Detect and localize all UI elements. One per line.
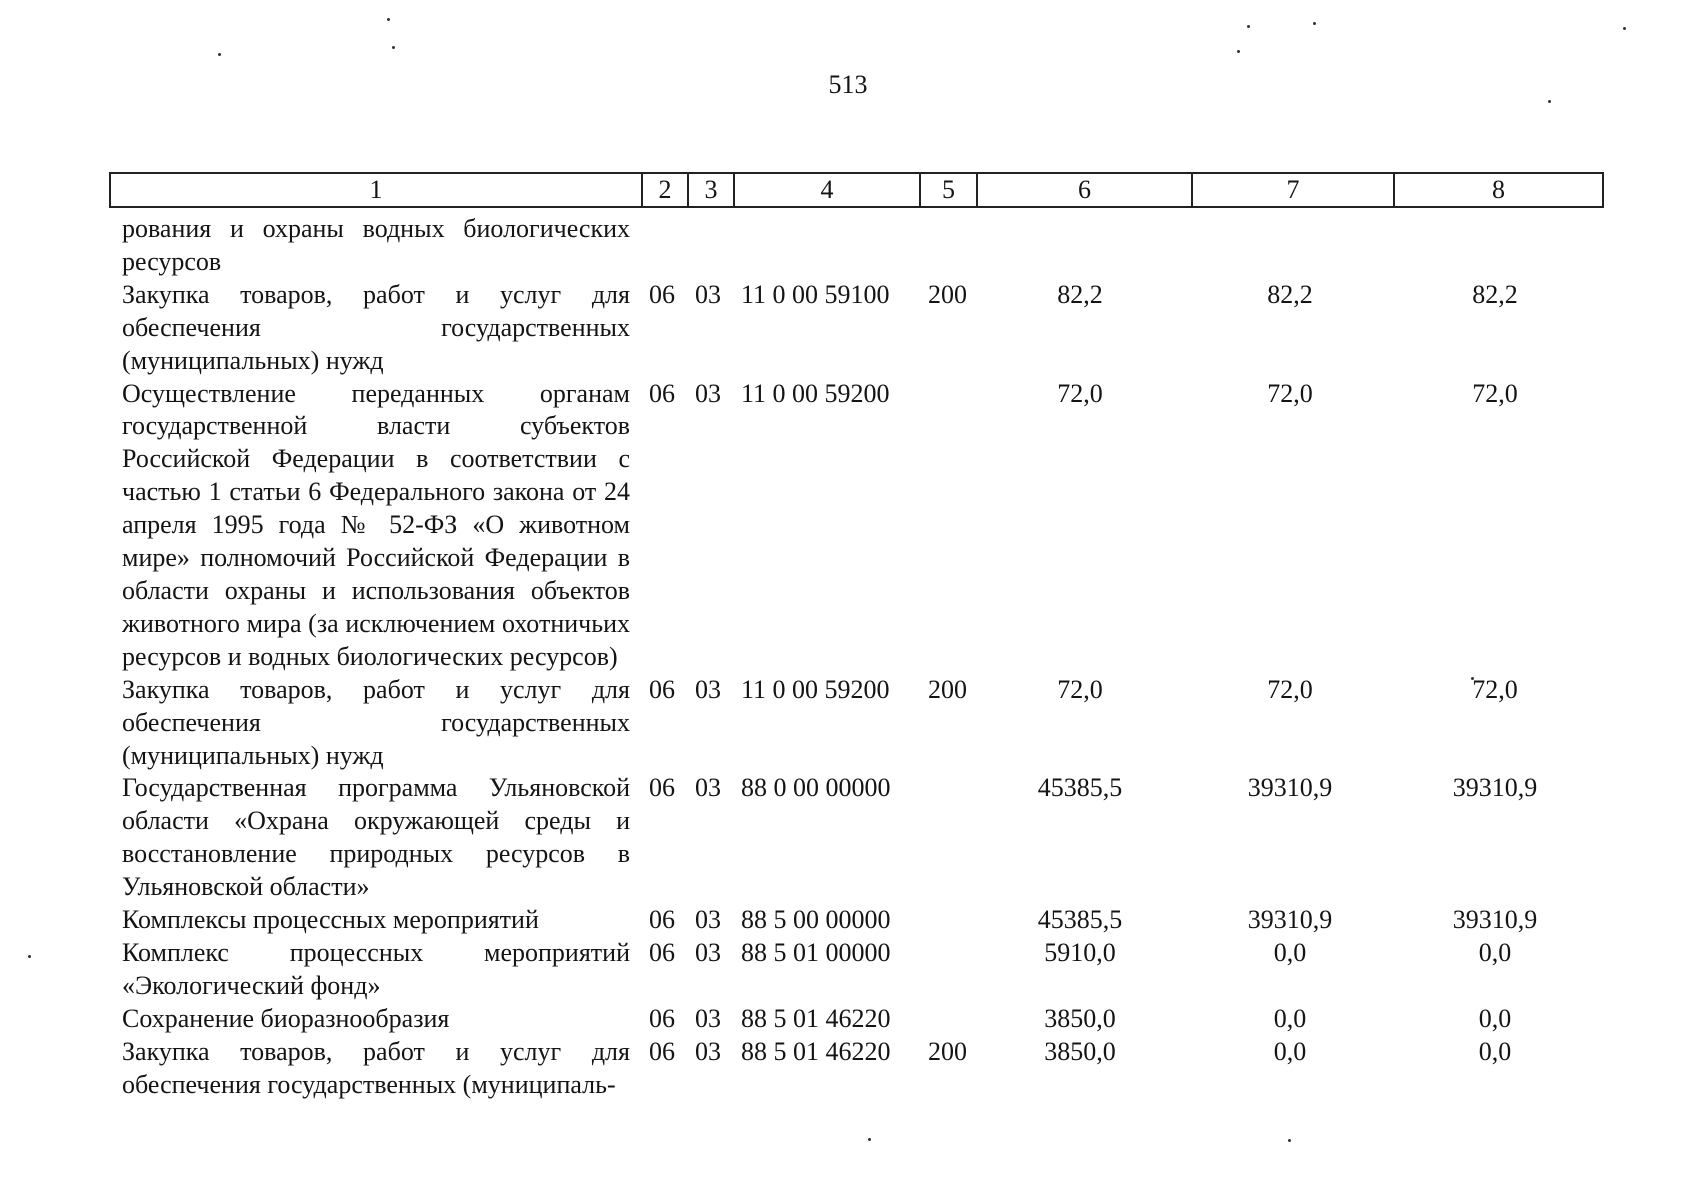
section-code: 06	[649, 1003, 675, 1033]
header-col-2: 2	[642, 173, 688, 207]
target-article-code: 11 0 00 59200	[741, 378, 890, 408]
subsection-code: 03	[695, 905, 721, 935]
amount-col-8: 39310,9	[1452, 905, 1538, 935]
header-col-4: 4	[734, 173, 920, 207]
target-article-code: 88 5 01 46220	[741, 1036, 891, 1066]
subsection-code: 03	[695, 674, 721, 704]
section-code: 06	[649, 378, 675, 408]
scan-speck	[1313, 22, 1316, 25]
table-row	[0, 1036, 1696, 1102]
header-col-5: 5	[920, 173, 977, 207]
target-article-code: 88 5 01 00000	[741, 937, 891, 967]
amount-col-6: 82,2	[1057, 279, 1103, 309]
scan-speck	[1288, 1139, 1291, 1142]
amount-col-6: 72,0	[1057, 378, 1103, 408]
scan-speck	[1548, 100, 1551, 103]
header-col-3: 3	[688, 173, 734, 207]
header-col-8: 8	[1394, 173, 1603, 207]
amount-col-6: 72,0	[1057, 674, 1103, 704]
subsection-code: 03	[695, 1003, 721, 1033]
target-article-code: 11 0 00 59200	[741, 674, 890, 704]
row-description: Сохранение биоразнообразия	[122, 1003, 450, 1033]
subsection-code: 03	[695, 279, 721, 309]
section-code: 06	[649, 279, 675, 309]
amount-col-8: 0,0	[1478, 937, 1512, 967]
table-row	[0, 378, 1696, 674]
amount-col-8: 82,2	[1472, 279, 1518, 309]
scan-speck	[868, 1138, 871, 1141]
amount-col-6: 3850,0	[1044, 1036, 1116, 1066]
expense-type-code: 200	[928, 1036, 967, 1066]
row-description: Закупка товаров, работ и услуг для обеспечения государственных (муниципаль-	[122, 1036, 630, 1099]
table-row	[0, 1003, 1696, 1036]
page-number: 513	[828, 70, 868, 99]
table-row	[0, 213, 1696, 279]
amount-col-7: 72,0	[1267, 674, 1313, 704]
column-number-header	[109, 172, 1604, 208]
amount-col-6: 3850,0	[1044, 1003, 1116, 1033]
subsection-code: 03	[695, 937, 721, 967]
amount-col-7: 82,2	[1267, 279, 1313, 309]
row-description: Комплекс процессных мероприятий «Экологический фонд»	[122, 937, 630, 1000]
row-description: Государственная программа Ульяновской области «Охрана окружающей среды и восстановление природных ресурсов в Ульяновской области»	[122, 773, 630, 902]
amount-col-6: 45385,5	[1037, 773, 1123, 803]
scan-speck	[218, 53, 221, 56]
section-code: 06	[649, 1036, 675, 1066]
amount-col-8: 0,0	[1478, 1036, 1512, 1066]
amount-col-6: 5910,0	[1044, 937, 1116, 967]
table-row	[0, 279, 1696, 378]
subsection-code: 03	[695, 1036, 721, 1066]
subsection-code: 03	[695, 378, 721, 408]
subsection-code: 03	[695, 773, 721, 803]
target-article-code: 88 5 00 00000	[741, 905, 891, 935]
amount-col-8: 39310,9	[1452, 773, 1538, 803]
table-row	[0, 937, 1696, 1003]
row-description: Закупка товаров, работ и услуг для обеспечения государственных (муниципальных) нужд	[122, 674, 630, 770]
header-col-7: 7	[1192, 173, 1394, 207]
scan-speck	[1247, 25, 1250, 28]
row-description: Закупка товаров, работ и услуг для обеспечения государственных (муниципальных) нужд	[122, 279, 630, 375]
amount-col-6: 45385,5	[1037, 905, 1123, 935]
table-row	[0, 674, 1696, 773]
amount-col-7: 0,0	[1273, 1003, 1307, 1033]
budget-table-body	[0, 213, 1696, 1101]
expense-type-code: 200	[928, 674, 967, 704]
section-code: 06	[649, 773, 675, 803]
target-article-code: 88 0 00 00000	[741, 773, 891, 803]
row-description: Комплексы процессных мероприятий	[122, 905, 539, 935]
expense-type-code: 200	[928, 279, 967, 309]
table-row	[0, 904, 1696, 937]
target-article-code: 88 5 01 46220	[741, 1003, 891, 1033]
amount-col-8: 0,0	[1478, 1003, 1512, 1033]
row-description: рования и охраны водных биологических ресурсов	[122, 214, 630, 276]
section-code: 06	[649, 905, 675, 935]
row-description: Осуществление переданных органам государственной власти субъектов Российской Федерации в соответствии с частью 1 статьи 6 Федерального закона от 24 апреля 1995 года № 52-ФЗ «О животном мире» полномочий Российской Федерации в области охраны и использования объектов животного мира (за исключением охотничьих ресурсов и водных биологических ресурсов)	[122, 378, 630, 671]
scan-speck	[1237, 50, 1240, 53]
scan-speck	[387, 18, 390, 21]
amount-col-7: 39310,9	[1247, 905, 1333, 935]
section-code: 06	[649, 674, 675, 704]
header-col-1: 1	[110, 173, 642, 207]
scan-speck	[392, 46, 395, 49]
target-article-code: 11 0 00 59100	[741, 279, 890, 309]
amount-col-7: 0,0	[1273, 937, 1307, 967]
amount-col-7: 72,0	[1267, 378, 1313, 408]
amount-col-8: 72,0	[1472, 674, 1518, 704]
scan-speck	[1623, 27, 1626, 30]
amount-col-7: 39310,9	[1247, 773, 1333, 803]
amount-col-8: 72,0	[1472, 378, 1518, 408]
header-col-6: 6	[977, 173, 1192, 207]
table-row	[0, 772, 1696, 904]
amount-col-7: 0,0	[1273, 1036, 1307, 1066]
section-code: 06	[649, 937, 675, 967]
